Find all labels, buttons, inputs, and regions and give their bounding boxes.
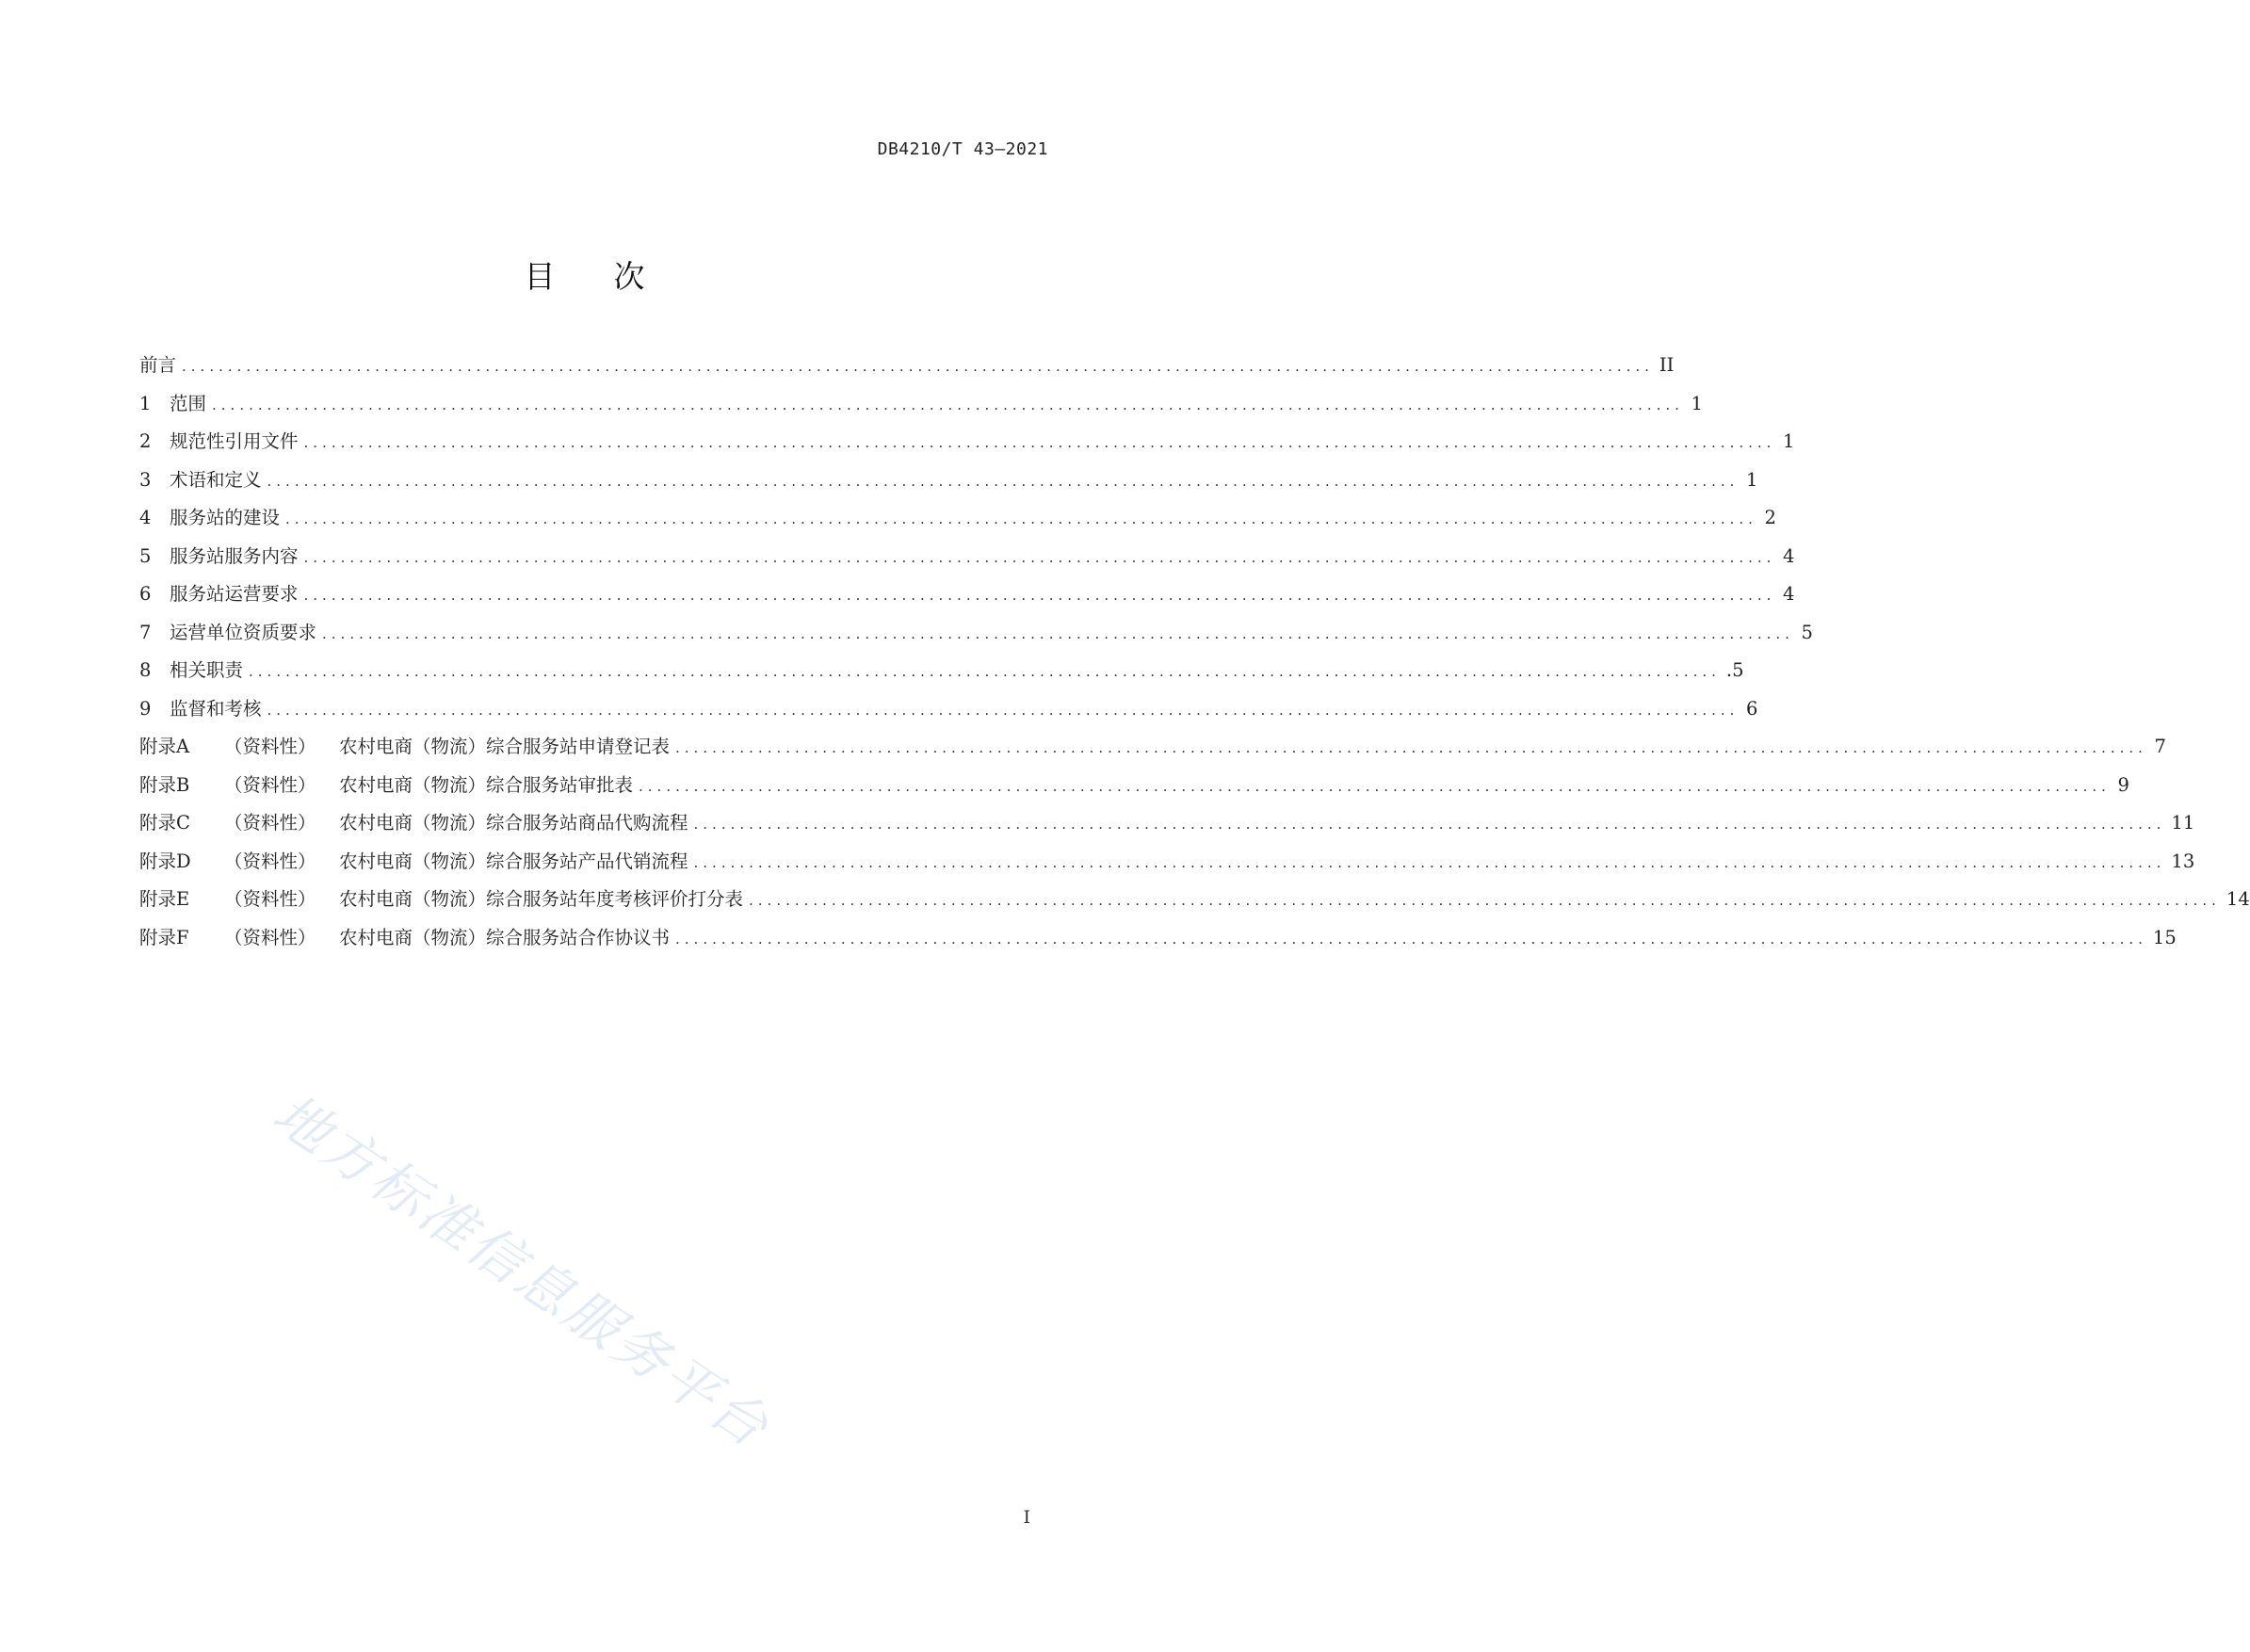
toc-entry-label: 服务站的建设	[170, 507, 281, 528]
toc-page-number: 15	[2152, 926, 2177, 948]
toc-entry-appendix-d[interactable]	[139, 843, 2195, 882]
toc-entry-label: 相关职责	[170, 659, 244, 681]
toc-leader-dots: ................................................................................................................................................................	[303, 548, 1776, 566]
toc-entry-section-7[interactable]	[139, 614, 1813, 653]
toc-page-number: 14	[2226, 888, 2250, 910]
toc-leader-dots: ................................................................................................................................................................	[749, 892, 2221, 909]
toc-page-number: 9	[2117, 773, 2129, 796]
toc-appendix-id: 附录B	[139, 773, 190, 796]
toc-leader-dots: ................................................................................................................................................................	[249, 663, 1721, 680]
toc-page-number: 1	[1745, 468, 1758, 491]
toc-entry-label: 术语和定义	[170, 468, 262, 491]
toc-leader-dots: ................................................................................................................................................................	[303, 587, 1776, 604]
toc-leader-dots: ................................................................................................................................................................	[182, 358, 1654, 375]
toc-page-number: 4	[1782, 544, 1795, 567]
toc-leader-dots: ................................................................................................................................................................	[267, 472, 1740, 490]
watermark: 地方标准信息服务平台	[262, 1080, 783, 1462]
toc-appendix-id: 附录E	[139, 888, 190, 910]
toc-page-number: 13	[2171, 850, 2195, 872]
toc-entry-section-9[interactable]	[139, 690, 1758, 729]
toc-entry-label: 前言	[139, 354, 177, 376]
toc-entry-label: 规范性引用文件	[170, 430, 299, 452]
toc-section-number: 9	[139, 697, 152, 720]
toc-leader-dots: ................................................................................................................................................................	[267, 701, 1740, 719]
toc-appendix-id: 附录C	[139, 812, 190, 834]
toc-page-number: 1	[1691, 392, 1703, 414]
toc-appendix-id: 附录D	[139, 850, 191, 872]
toc-leader-dots: ................................................................................................................................................................	[303, 434, 1776, 451]
toc-entry-section-8[interactable]	[139, 652, 1744, 690]
toc-entry-section-1[interactable]	[139, 385, 1703, 424]
toc-appendix-id: 附录F	[139, 926, 189, 948]
toc-entry-appendix-f[interactable]	[139, 919, 2177, 958]
toc-leader-dots: ................................................................................................................................................................	[285, 510, 1757, 527]
toc-entry-label: 农村电商（物流）综合服务站产品代销流程	[339, 850, 688, 872]
toc-page-number: 5	[1801, 621, 1813, 643]
toc-entry-section-3[interactable]	[139, 462, 1758, 500]
toc-section-number: 2	[139, 430, 152, 452]
toc-entry-label: 运营单位资质要求	[170, 621, 317, 643]
page-title: 目次	[524, 258, 704, 295]
toc-appendix-type: （资料性）	[224, 773, 316, 796]
toc-entry-section-4[interactable]	[139, 499, 1776, 538]
toc-appendix-id: 附录A	[139, 736, 190, 757]
toc-section-number: 5	[139, 544, 152, 567]
toc-leader-dots: ................................................................................................................................................................	[322, 624, 1794, 642]
toc-entry-label: 农村电商（物流）综合服务站申请登记表	[339, 736, 671, 757]
toc-page-number: 1	[1782, 430, 1795, 452]
toc-leader-dots: ................................................................................................................................................................	[212, 396, 1684, 413]
toc-page-number: 7	[2154, 736, 2166, 757]
toc-section-number: 7	[139, 621, 152, 643]
toc-leader-dots: ................................................................................................................................................................	[693, 853, 2166, 871]
toc-entry-label: 农村电商（物流）综合服务站年度考核评价打分表	[339, 888, 744, 910]
document-code: DB4210/T 43—2021	[877, 139, 1048, 159]
toc-page-number: II	[1659, 354, 1675, 376]
toc-entry-label: 农村电商（物流）综合服务站商品代购流程	[339, 812, 688, 834]
toc-entry-foreword[interactable]	[139, 347, 1675, 385]
toc-leader-dots: ................................................................................................................................................................	[675, 930, 2147, 947]
toc-entry-label: 监督和考核	[170, 697, 262, 720]
toc-entry-appendix-c[interactable]	[139, 804, 2195, 843]
toc-entry-section-6[interactable]	[139, 575, 1795, 614]
toc-section-number: 4	[139, 507, 152, 528]
toc-entry-appendix-a[interactable]	[139, 728, 2166, 767]
toc-entry-appendix-b[interactable]	[139, 767, 2129, 805]
toc-page-number: 4	[1782, 583, 1795, 605]
toc-section-number: 8	[139, 659, 152, 681]
toc-page-number: 2	[1764, 507, 1776, 528]
toc-appendix-type: （资料性）	[224, 850, 316, 872]
toc-appendix-type: （资料性）	[224, 736, 316, 757]
toc-page-number: .5	[1725, 659, 1744, 681]
toc-entry-label: 范围	[170, 392, 207, 414]
toc-page-number: 6	[1745, 697, 1758, 720]
toc-entry-section-2[interactable]	[139, 423, 1795, 462]
toc-entry-label: 服务站服务内容	[170, 544, 299, 567]
toc-entry-appendix-e[interactable]	[139, 881, 2250, 919]
toc-entry-label: 农村电商（物流）综合服务站审批表	[339, 773, 634, 796]
table-of-contents	[139, 347, 2250, 957]
toc-appendix-type: （资料性）	[224, 888, 316, 910]
page-number: I	[1023, 1507, 1030, 1528]
toc-entry-label: 服务站运营要求	[170, 583, 299, 605]
toc-entry-label: 农村电商（物流）综合服务站合作协议书	[339, 926, 671, 948]
toc-entry-section-5[interactable]	[139, 538, 1795, 576]
toc-leader-dots: ................................................................................................................................................................	[675, 739, 2147, 756]
toc-section-number: 6	[139, 583, 152, 605]
toc-leader-dots: ................................................................................................................................................................	[693, 816, 2166, 833]
toc-page-number: 11	[2171, 812, 2195, 834]
toc-appendix-type: （资料性）	[224, 926, 316, 948]
toc-section-number: 3	[139, 468, 152, 491]
toc-section-number: 1	[139, 392, 152, 414]
toc-leader-dots: ................................................................................................................................................................	[639, 777, 2111, 795]
toc-appendix-type: （资料性）	[224, 812, 316, 834]
